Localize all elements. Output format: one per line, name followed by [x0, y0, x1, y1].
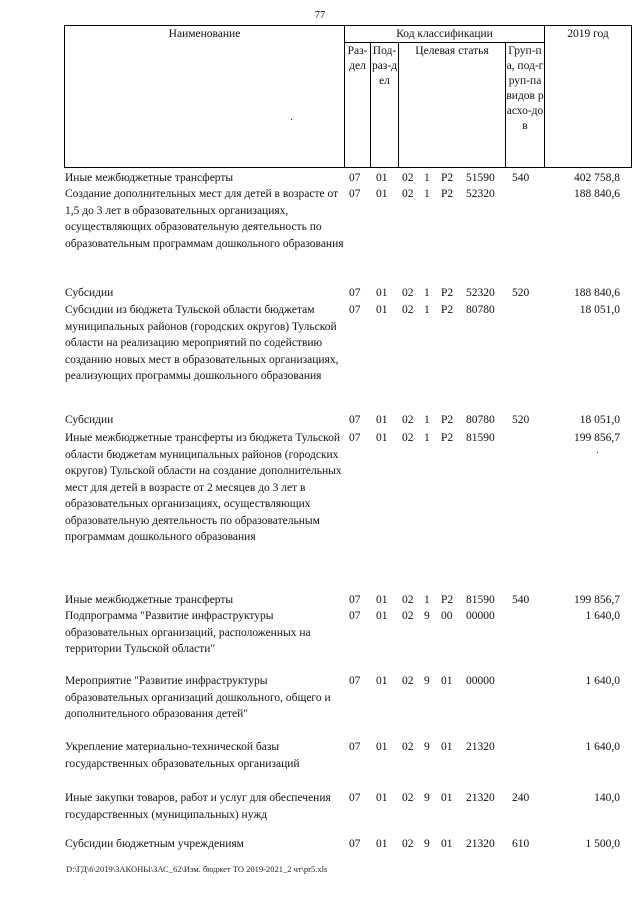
cell-r: 07 — [349, 610, 361, 622]
cell-t4: 80780 — [466, 414, 495, 426]
cell-t1: 02 — [402, 172, 414, 184]
cell-pr: 01 — [376, 432, 388, 444]
cell-pr: 01 — [376, 675, 388, 687]
cell-t4: 51590 — [466, 172, 495, 184]
row-name: Субсидии — [65, 414, 114, 426]
cell-t3: P2 — [441, 304, 454, 316]
cell-r: 07 — [349, 414, 361, 426]
cell-sum: 1 640,0 — [585, 675, 620, 687]
cell-sum: 188 840,6 — [574, 188, 620, 200]
cell-t2: 9 — [424, 610, 430, 622]
cell-sum: 18 051,0 — [579, 304, 620, 316]
cell-t1: 02 — [402, 792, 414, 804]
cell-t2: 1 — [424, 432, 430, 444]
cell-t4: 00000 — [466, 610, 495, 622]
cell-vr: 520 — [512, 414, 530, 426]
row-name: Субсидии — [65, 287, 114, 299]
cell-sum: 140,0 — [594, 792, 620, 804]
row-name: Иные межбюджетные трансферты из бюджета Тульской области бюджетам муниципальных районов (городских округов) Тульской области на создание дополнительных мест для детей в возрасте от 2 месяцев до 3 лет в образовательных организациях, осуществляющих образовательную деятельность по образовательным программам дошкольного образования — [65, 432, 342, 543]
stray-dot: · — [290, 115, 294, 126]
cell-t3: 00 — [441, 610, 453, 622]
cell-t4: 21320 — [466, 838, 495, 850]
header-code-classification: Код классификации — [396, 28, 493, 40]
cell-t4: 81590 — [466, 594, 495, 606]
cell-t1: 02 — [402, 188, 414, 200]
cell-pr: 01 — [376, 188, 388, 200]
cell-t1: 02 — [402, 675, 414, 687]
cell-t3: P2 — [441, 594, 454, 606]
row-name: Субсидии из бюджета Тульской области бюджетам муниципальных районов (городских округов) Тульской области на реализацию мероприятий по содействию созданию новых мест в образовательных организациях, реализующих программы дошкольного образования — [65, 304, 339, 382]
cell-r: 07 — [349, 432, 361, 444]
cell-vr: 540 — [512, 172, 530, 184]
cell-sum: 188 840,6 — [574, 287, 620, 299]
header-name: Наименование — [168, 28, 241, 40]
cell-t1: 02 — [402, 610, 414, 622]
cell-pr: 01 — [376, 792, 388, 804]
header-target: Целевая статья — [415, 45, 489, 57]
cell-vr: 520 — [512, 287, 530, 299]
cell-sum: 1 500,0 — [585, 838, 620, 850]
cell-t2: 9 — [424, 792, 430, 804]
header-group: Груп-па, под-груп-па видов расхо-дов — [506, 45, 544, 132]
row-name: Иные межбюджетные трансферты — [65, 172, 234, 184]
cell-pr: 01 — [376, 287, 388, 299]
cell-r: 07 — [349, 304, 361, 316]
cell-t4: 52320 — [466, 188, 495, 200]
cell-t2: 1 — [424, 188, 430, 200]
cell-t2: 1 — [424, 287, 430, 299]
cell-r: 07 — [349, 675, 361, 687]
cell-t3: P2 — [441, 188, 454, 200]
cell-t3: P2 — [441, 414, 454, 426]
cell-t4: 80780 — [466, 304, 495, 316]
cell-vr: 240 — [512, 792, 530, 804]
cell-t3: P2 — [441, 432, 454, 444]
cell-t4: 21320 — [466, 792, 495, 804]
row-name: Субсидии бюджетным учреждениям — [65, 838, 244, 850]
row-name: Подпрограмма "Развитие инфраструктуры образовательных организаций, расположенных на территории Тульской области" — [65, 610, 311, 655]
cell-pr: 01 — [376, 172, 388, 184]
cell-sum: 1 640,0 — [585, 741, 620, 753]
cell-sum: 18 051,0 — [579, 414, 620, 426]
row-name: Укрепление материально-технической базы государственных образовательных организаций — [65, 741, 300, 770]
cell-t4: 52320 — [466, 287, 495, 299]
cell-t2: 1 — [424, 304, 430, 316]
page-number: 77 — [314, 10, 326, 21]
row-name: Создание дополнительных мест для детей в возрасте от 1,5 до 3 лет в образовательных организациях, осуществляющих образовательную деятельность по образовательным программам дошкольного образования — [65, 188, 344, 250]
cell-t2: 9 — [424, 838, 430, 850]
cell-pr: 01 — [376, 414, 388, 426]
cell-pr: 01 — [376, 741, 388, 753]
cell-r: 07 — [349, 741, 361, 753]
cell-t3: P2 — [441, 172, 454, 184]
cell-t2: 1 — [424, 172, 430, 184]
cell-t3: 01 — [441, 741, 453, 753]
cell-sum: 199 856,7 — [574, 594, 620, 606]
cell-t2: 1 — [424, 414, 430, 426]
cell-t1: 02 — [402, 594, 414, 606]
cell-pr: 01 — [376, 594, 388, 606]
cell-r: 07 — [349, 838, 361, 850]
cell-t4: 81590 — [466, 432, 495, 444]
cell-sum: 402 758,8 — [574, 172, 620, 184]
cell-t3: 01 — [441, 838, 453, 850]
cell-r: 07 — [349, 792, 361, 804]
cell-pr: 01 — [376, 838, 388, 850]
cell-sum: 1 640,0 — [585, 610, 620, 622]
cell-t1: 02 — [402, 432, 414, 444]
cell-t1: 02 — [402, 414, 414, 426]
cell-t1: 02 — [402, 741, 414, 753]
header-year: 2019 год — [567, 28, 609, 40]
cell-t3: 01 — [441, 792, 453, 804]
cell-r: 07 — [349, 594, 361, 606]
cell-r: 07 — [349, 188, 361, 200]
cell-t4: 00000 — [466, 675, 495, 687]
header-podrazdel: Под-раз-дел — [371, 45, 398, 87]
cell-t3: 01 — [441, 675, 453, 687]
cell-vr: 610 — [512, 838, 530, 850]
cell-pr: 01 — [376, 304, 388, 316]
cell-t1: 02 — [402, 838, 414, 850]
row-name: Иные межбюджетные трансферты — [65, 594, 234, 606]
stray-dot-2: · — [596, 448, 600, 459]
row-name: Иные закупки товаров, работ и услуг для обеспечения государственных (муниципальных) нужд — [65, 792, 331, 821]
cell-pr: 01 — [376, 610, 388, 622]
cell-r: 07 — [349, 172, 361, 184]
row-name: Мероприятие "Развитие инфраструктуры образовательных организаций дошкольного, общего и дополнительного образования детей" — [65, 675, 331, 720]
cell-t2: 1 — [424, 594, 430, 606]
cell-r: 07 — [349, 287, 361, 299]
cell-t3: P2 — [441, 287, 454, 299]
cell-vr: 540 — [512, 594, 530, 606]
cell-t2: 9 — [424, 675, 430, 687]
header-razdel: Раз-дел — [347, 45, 368, 72]
cell-t2: 9 — [424, 741, 430, 753]
cell-sum: 199 856,7 — [574, 432, 620, 444]
cell-t4: 21320 — [466, 741, 495, 753]
cell-t1: 02 — [402, 304, 414, 316]
cell-t1: 02 — [402, 287, 414, 299]
file-path-footer: D:\ГД\6\2019\ЗАКОНЫ\ЗАС_62\Изм. бюджет ТО 2019-2021_2 чт\pr5.xls — [66, 864, 328, 874]
